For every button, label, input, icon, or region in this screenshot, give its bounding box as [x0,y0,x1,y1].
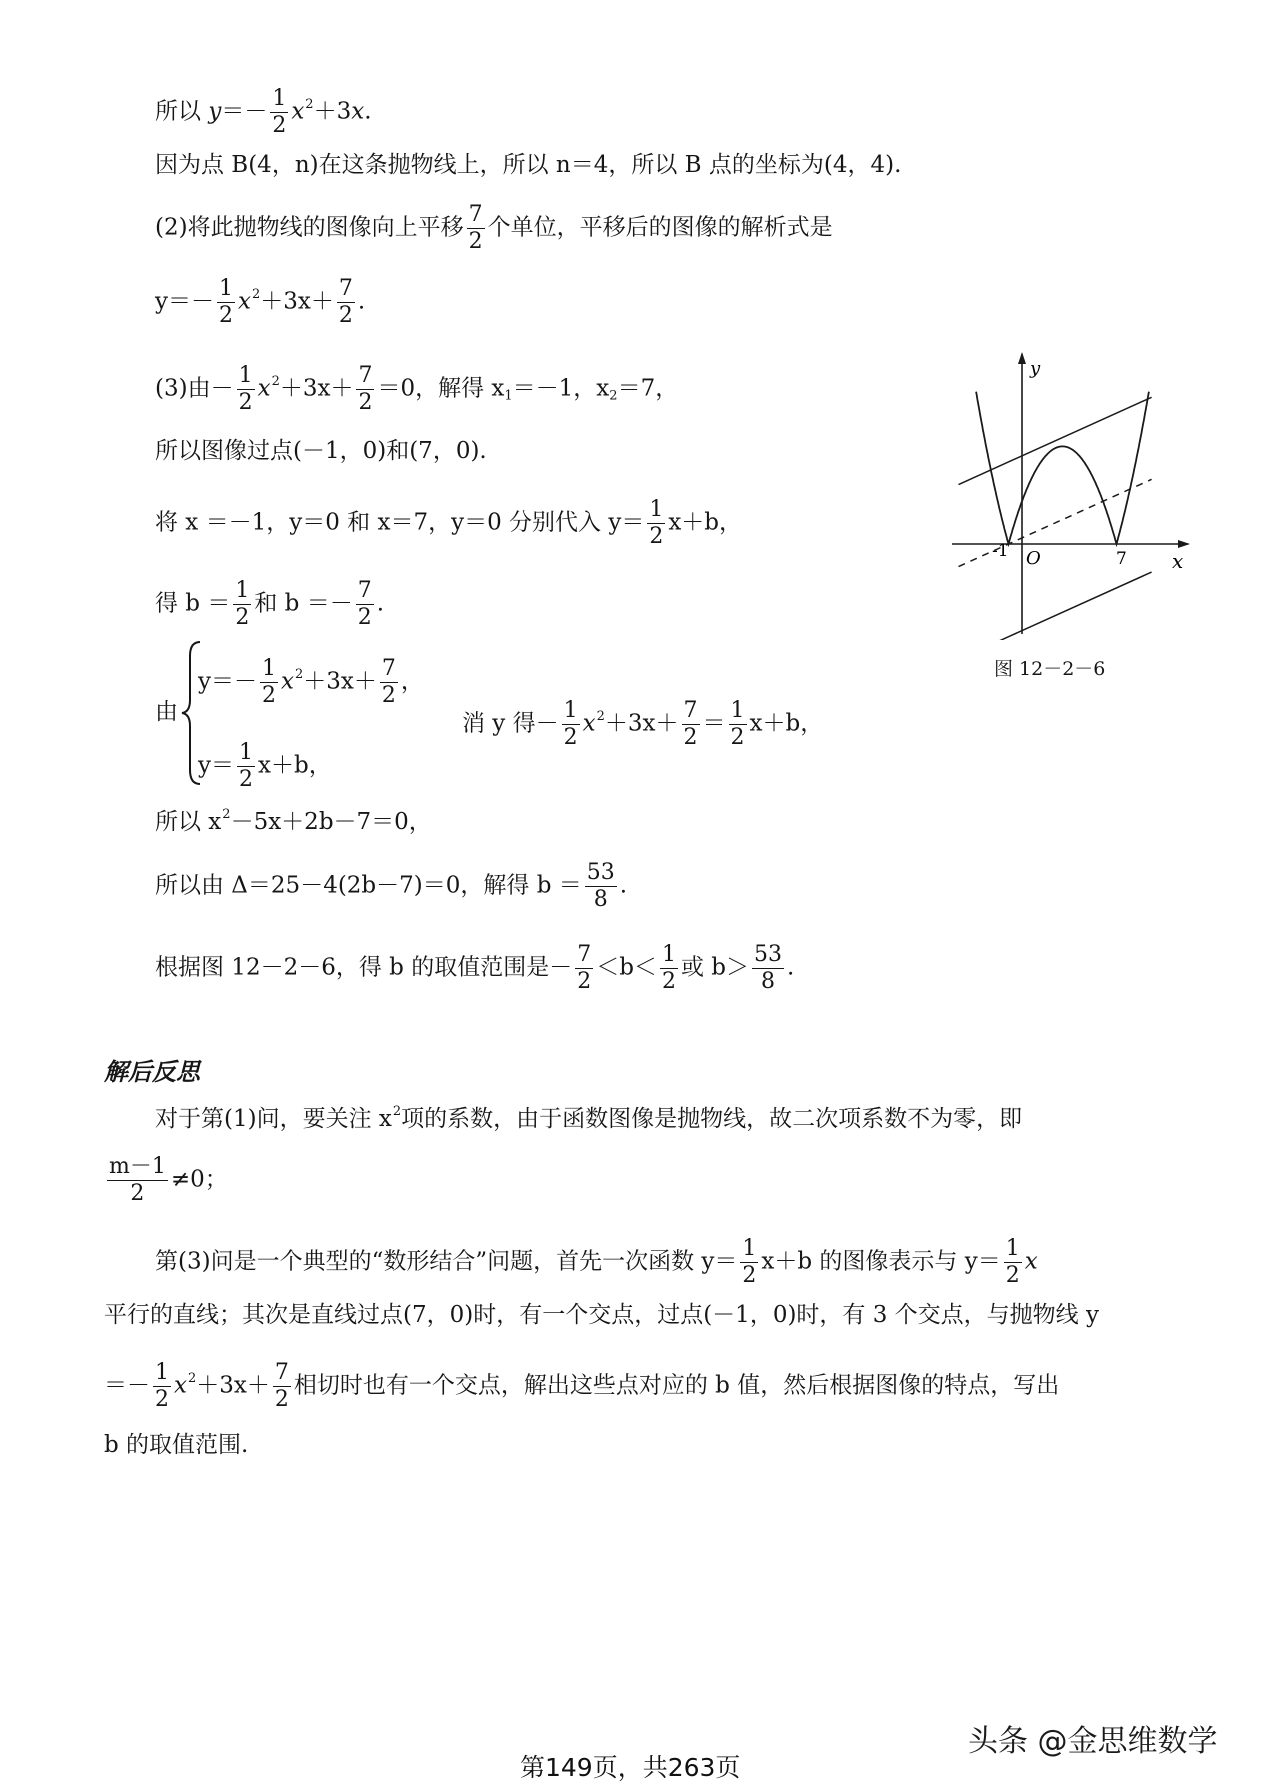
line-5: (3)由－ $\frac{1}{2}$ $x^2+3x+$ $\frac{7}{2}$ ＝0，解得 $x_1=-1$，$x_2=7$， [155,363,679,415]
line-2: 因为点 B(4，n)在这条抛物线上，所以 n＝4，所以 B 点的坐标为(4，4). [155,152,902,178]
fraction: $\frac{7}{2}$ [683,698,698,750]
line-7: 将 x ＝－1，y＝0 和 x＝7，y＝0 分别代入 y＝ $\frac{1}{2}$ x＋b， [155,497,743,549]
reflection-p2: 第(3)问是一个典型的“数形结合”问题，首先一次函数 y＝ $\frac{1}{2}$ x＋b 的图像表示与 y＝ $\frac{1}{2}$ x [155,1236,1038,1288]
reflection-p1-cont: $\frac{m-1}{2}$ ≠0； [109,1154,228,1206]
watermark: 头条 @金思维数学 [968,1724,1218,1759]
line-4: y＝－ $\frac{1}{2}$ $x^2+3x+$ $\frac{7}{2}$ . [155,276,366,328]
system-row-2: y＝ $\frac{1}{2}$ x＋b， [198,740,332,792]
fraction: $\frac{1}{2}$ [742,1236,757,1288]
reflection-p4: ＝－ $\frac{1}{2}$ $x^2+3x+$ $\frac{7}{2}$ 相切时也有一个交点，解出这些点对应的 b 值，然后根据图像的特点，写出 [104,1360,1060,1412]
fraction: $\frac{m-1}{2}$ [109,1154,166,1206]
origin-label: O [1026,548,1041,569]
reflection-p5: b 的取值范围. [104,1432,249,1458]
fraction: $\frac{7}{2}$ [577,942,592,994]
x-axis-arrow [1178,540,1190,548]
system-result: 消 y 得－ $\frac{1}{2}$ $x^2+3x+$ $\frac{7}{2}$ ＝ $\frac{1}{2}$ x＋b， [462,698,824,750]
fraction: $\frac{7}{2}$ [357,578,372,630]
fraction: $\frac{1}{2}$ [649,497,664,549]
lower-line [959,572,1152,640]
fraction: $\frac{53}{8}$ [586,860,615,912]
fraction: $\frac{7}{2}$ [381,656,396,708]
section-heading: 解后反思 [104,1058,200,1086]
axes [952,354,1188,634]
page-number: 第149页，共263页 [520,1753,741,1782]
fraction: $\frac{1}{2}$ [563,698,578,750]
fraction: $\frac{1}{2}$ [272,86,287,138]
figure-caption: 图 12－2－6 [994,658,1106,680]
fraction: $\frac{1}{2}$ [239,740,253,792]
fraction: $\frac{1}{2}$ [219,276,233,328]
fraction: $\frac{1}{2}$ [262,656,276,708]
fraction: $\frac{7}{2}$ [358,363,373,415]
tick-label-7: 7 [1116,549,1127,569]
fraction: $\frac{1}{2}$ [235,578,250,630]
tick-label-minus-1: -1 [992,541,1009,561]
fraction: $\frac{1}{2}$ [155,1360,169,1412]
system-label: 由 [155,699,178,725]
fraction: $\frac{7}{2}$ [338,276,353,328]
reflection-p1: 对于第(1)问，要关注 $x^2$项的系数，由于函数图像是抛物线，故二次项系数不为零，即 [155,1104,1023,1132]
upper-tangent-line [959,397,1152,484]
fraction: $\frac{1}{2}$ [661,942,676,994]
x-axis-label: x [1172,549,1184,573]
line-8: 得 b ＝ $\frac{1}{2}$ 和 b ＝－ $\frac{7}{2}$ . [155,578,385,630]
absolute-value-curve [976,392,1149,544]
reflection-p3: 平行的直线；其次是直线过点(7，0)时，有一个交点，过点(－1，0)时，有 3 个交点，与抛物线 y [104,1302,1099,1328]
line-1: 所以 y＝－ $\frac{1}{2}$ $x^2+3x$. [155,86,372,138]
line-6: 所以图像过点(－1，0)和(7，0). [155,438,487,464]
fraction: $\frac{1}{2}$ [238,363,253,415]
line-3: (2)将此抛物线的图像向上平移 $\frac{7}{2}$ 个单位，平移后的图像的解析式是 [155,202,833,254]
figure-12-2-6 [948,350,1198,640]
fraction: $\frac{1}{2}$ [1005,1236,1020,1288]
fraction: $\frac{53}{8}$ [753,942,782,994]
line-12: 根据图 12－2－6，得 b 的取值范围是－ $\frac{7}{2}$ ＜b＜ $\frac{1}{2}$ 或 b＞ $\frac{53}{8}$ . [155,942,795,994]
y-axis-label: y [1030,358,1041,379]
fraction: $\frac{1}{2}$ [730,698,745,750]
y-axis-arrow [1018,352,1026,364]
line-10: 所以 $x^2-5x+2b-7=0$， [155,807,432,835]
system-row-1: y＝－ $\frac{1}{2}$ $x^2+3x+$ $\frac{7}{2}$ ， [198,656,424,708]
fraction: $\frac{7}{2}$ [274,1360,289,1412]
line-11: 所以由 Δ＝25－4(2b－7)＝0，解得 b ＝ $\frac{53}{8}$ . [155,860,628,912]
fraction: $\frac{7}{2}$ [468,202,483,254]
